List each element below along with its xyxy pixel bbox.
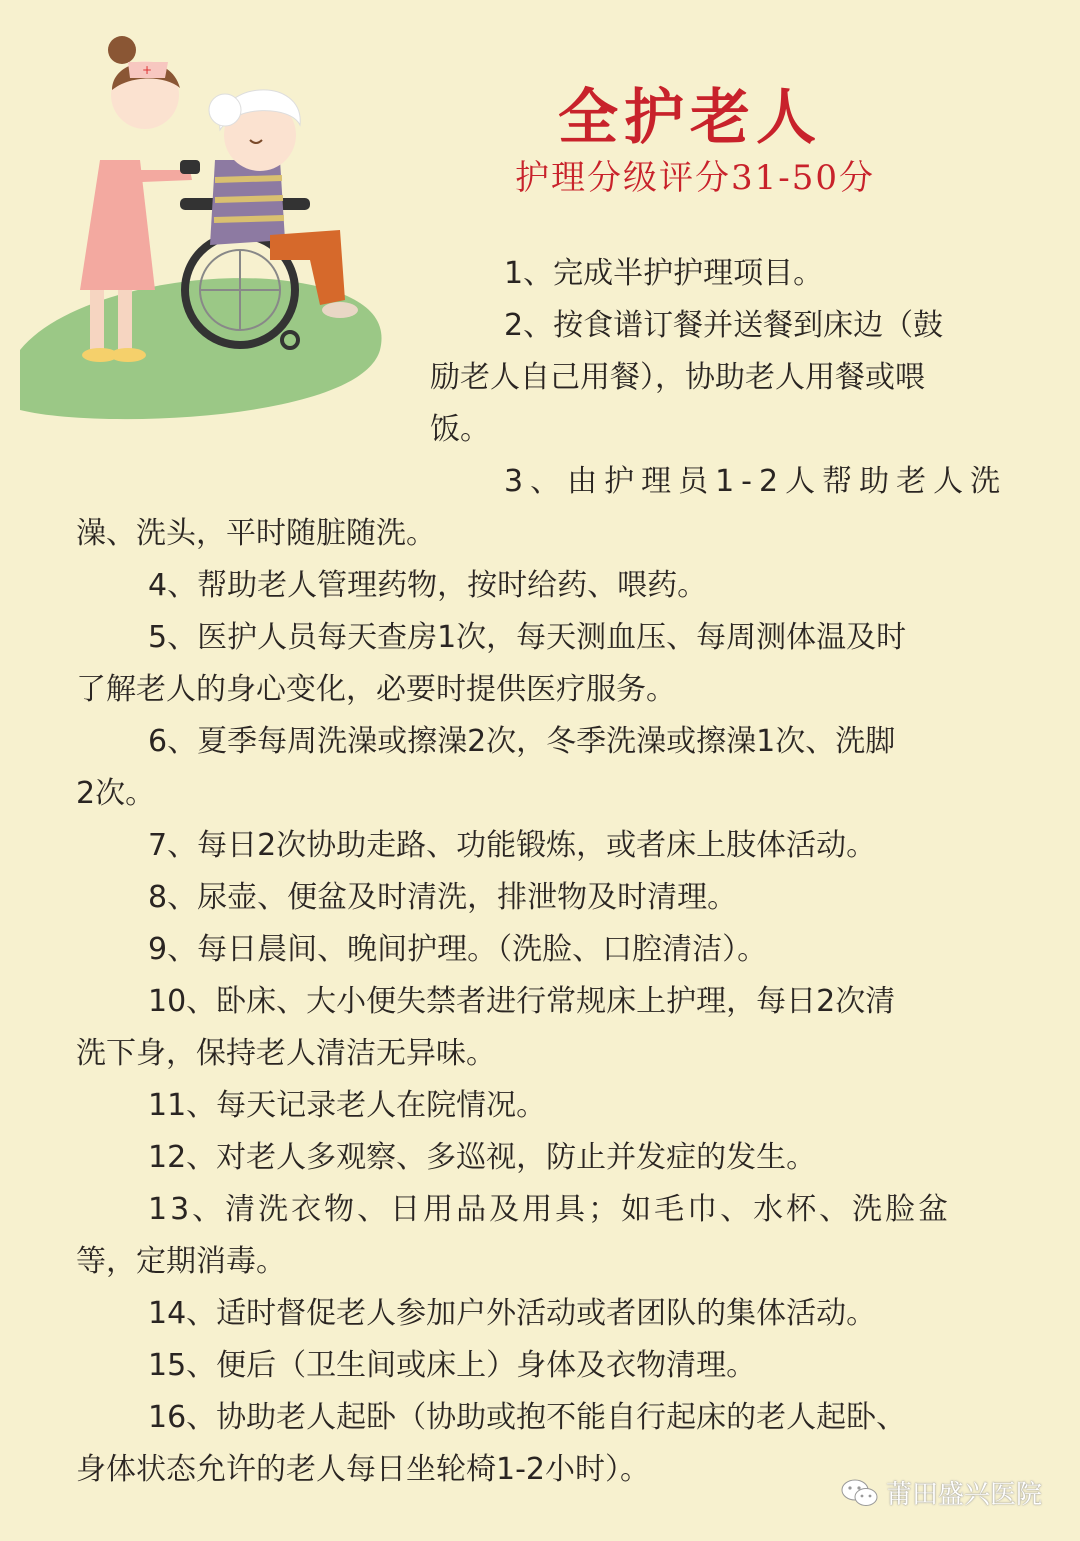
care-item-10-line-1: 10、卧床、大小便失禁者进行常规床上护理，每日2次清 [148,984,896,1019]
wechat-icon [840,1477,880,1509]
care-item-11: 11、每天记录老人在院情况。 [148,1088,547,1123]
care-item-9: 9、每日晨间、晚间护理。（洗脸、口腔清洁）。 [148,932,768,967]
page-subtitle: 护理分级评分31-50分 [514,158,875,198]
care-item-13-line-1: 13、清洗衣物、日用品及用具；如毛巾、水杯、洗脸盆 [148,1192,952,1227]
care-item-2-line-2: 励老人自己用餐），协助老人用餐或喂 [430,360,925,395]
care-item-5-line-2: 了解老人的身心变化，必要时提供医疗服务。 [76,672,676,707]
page-title: 全护老人 [558,83,822,153]
care-item-10-line-2: 洗下身，保持老人清洁无异味。 [76,1036,496,1071]
care-item-3-line-1: 3、由护理员1-2人帮助老人洗 [504,464,1008,499]
care-item-1: 1、完成半护护理项目。 [504,256,824,291]
watermark [840,1474,1042,1511]
care-item-4: 4、帮助老人管理药物，按时给药、喂药。 [148,568,708,603]
care-item-15: 15、便后（卫生间或床上）身体及衣物清理。 [148,1348,757,1383]
care-item-2-line-1: 2、按食谱订餐并送餐到床边（鼓 [504,308,944,343]
care-item-16-line-2: 身体状态允许的老人每日坐轮椅1-2小时）。 [76,1452,650,1487]
care-item-2-line-3: 饭。 [430,412,490,447]
nurse-wheelchair-illustration [20,20,400,420]
care-item-5-line-1: 5、医护人员每天查房1次，每天测血压、每周测体温及时 [148,620,907,655]
care-item-6-line-2: 2次。 [76,776,156,811]
care-item-13-line-2: 等，定期消毒。 [76,1244,286,1279]
care-item-8: 8、尿壶、便盆及时清洗，排泄物及时清理。 [148,880,738,915]
care-item-12: 12、对老人多观察、多巡视，防止并发症的发生。 [148,1140,817,1175]
care-item-7: 7、每日2次协助走路、功能锻炼，或者床上肢体活动。 [148,828,877,863]
care-item-14: 14、适时督促老人参加户外活动或者团队的集体活动。 [148,1296,877,1331]
svg-text:+: + [141,63,153,77]
watermark-text: 莆田盛兴医院 [886,1480,1043,1510]
care-item-16-line-1: 16、协助老人起卧（协助或抱不能自行起床的老人起卧、 [148,1400,907,1435]
care-item-3-line-2: 澡、洗头，平时随脏随洗。 [76,516,436,551]
care-item-6-line-1: 6、夏季每周洗澡或擦澡2次，冬季洗澡或擦澡1次、洗脚 [148,724,896,759]
